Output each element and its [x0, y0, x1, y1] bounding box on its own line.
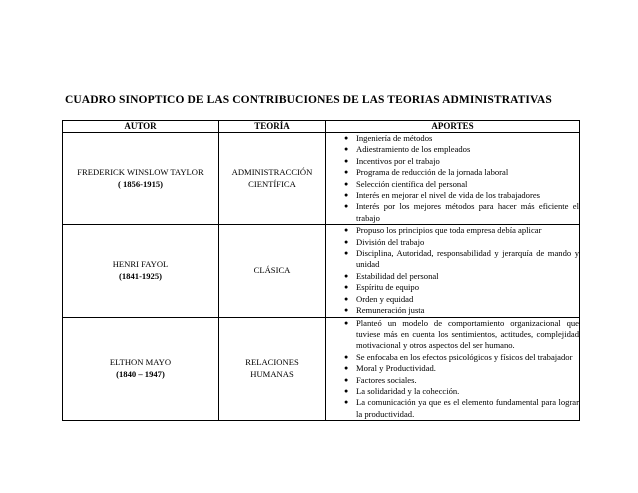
list-item — [326, 363, 579, 374]
list-item — [326, 397, 579, 420]
contribution-text: Espíritu de equipo — [356, 282, 420, 293]
author-cell — [63, 133, 219, 225]
theory-name: RELACIONES — [245, 357, 299, 368]
author-cell — [63, 225, 219, 317]
contribution-text: Factores sociales. — [356, 374, 417, 385]
bullet-icon: ● — [344, 364, 349, 373]
bullet-icon: ● — [344, 179, 349, 188]
list-item — [326, 237, 579, 248]
contribution-text: Adiestramiento de los empleados — [356, 144, 471, 155]
contribution-text: La comunicación ya que es el elemento fundamental para lograr la productividad. — [356, 397, 579, 419]
list-item — [326, 179, 579, 190]
contributions-list — [326, 318, 579, 421]
contribution-text: Planteó un modelo de comportamiento organizacional que tuviese más en cuenta los sentimientos, actitudes, complejidad motivacional y otros aspectos del ser humano. — [356, 317, 579, 351]
bullet-icon: ● — [344, 271, 349, 280]
bullet-icon: ● — [344, 237, 349, 246]
contribution-text: Orden y equidad — [356, 293, 414, 304]
bullet-icon: ● — [344, 249, 349, 258]
contributions-cell — [326, 133, 580, 225]
bullet-icon: ● — [344, 156, 349, 165]
contribution-text: La solidaridad y la cohección. — [356, 385, 460, 396]
contribution-text: Interés por los mejores métodos para hacer más eficiente el trabajo — [356, 201, 579, 223]
list-item — [326, 305, 579, 316]
bullet-icon: ● — [344, 386, 349, 395]
theory-name-line2: HUMANAS — [250, 368, 294, 379]
author-name: ELTHON MAYO — [109, 357, 172, 368]
contribution-text: Propuso los principios que toda empresa debía aplicar — [356, 225, 542, 236]
header-row — [63, 121, 580, 133]
list-item — [326, 190, 579, 201]
contribution-text: División del trabajo — [356, 236, 425, 247]
bullet-icon: ● — [344, 398, 349, 407]
header-author: AUTOR — [63, 121, 219, 133]
theory-name: CLÁSICA — [253, 265, 291, 276]
bullet-icon: ● — [344, 306, 349, 315]
contributions-list — [326, 133, 579, 224]
contribution-text: Incentivos por el trabajo — [356, 155, 440, 166]
list-item — [326, 318, 579, 352]
list-item — [326, 201, 579, 224]
list-item — [326, 225, 579, 236]
synoptic-table — [62, 120, 580, 421]
author-cell — [63, 317, 219, 421]
contribution-text: Se enfocaba en los efectos psicológicos y físicos del trabajador — [356, 351, 573, 362]
author-dates: (1841-1925) — [119, 270, 162, 281]
bullet-icon: ● — [344, 352, 349, 361]
list-item — [326, 271, 579, 282]
theory-cell — [219, 225, 326, 317]
list-item — [326, 282, 579, 293]
theory-cell — [219, 133, 326, 225]
bullet-icon: ● — [344, 202, 349, 211]
list-item — [326, 386, 579, 397]
bullet-icon: ● — [344, 145, 349, 154]
contributions-cell — [326, 317, 580, 421]
contributions-list — [326, 225, 579, 316]
author-name: HENRI FAYOL — [112, 259, 169, 270]
contribution-text: Remuneración justa — [356, 305, 425, 316]
contribution-text: Moral y Productividad. — [356, 363, 436, 374]
author-dates: ( 1856-1915) — [117, 178, 164, 189]
bullet-icon: ● — [344, 168, 349, 177]
author-dates: (1840 – 1947) — [116, 368, 165, 379]
list-item — [326, 133, 579, 144]
list-item — [326, 248, 579, 271]
bullet-icon: ● — [344, 375, 349, 384]
contribution-text: Estabilidad del personal — [356, 270, 439, 281]
list-item — [326, 352, 579, 363]
theory-name-line2: CIENTÍFICA — [248, 178, 296, 189]
header-theory: TEORÍA — [219, 121, 326, 133]
document-title: CUADRO SINOPTICO DE LAS CONTRIBUCIONES DE LAS TEORIAS ADMINISTRATIVAS — [65, 94, 552, 106]
contributions-cell — [326, 225, 580, 317]
contribution-text: Selección científica del personal — [356, 178, 468, 189]
bullet-icon: ● — [344, 283, 349, 292]
contribution-text: Disciplina, Autoridad, responsabilidad y jerarquía de mando y unidad — [356, 248, 579, 270]
bullet-icon: ● — [344, 226, 349, 235]
bullet-icon: ● — [344, 191, 349, 200]
theory-name: ADMINISTRACCIÓN — [231, 167, 313, 178]
contribution-text: Ingeniería de métodos — [356, 133, 433, 143]
table-row — [63, 225, 580, 317]
bullet-icon: ● — [344, 134, 349, 142]
bullet-icon: ● — [344, 294, 349, 303]
table-row — [63, 133, 580, 225]
table-row — [63, 317, 580, 421]
header-contributions: APORTES — [326, 121, 580, 133]
author-name: FREDERICK WINSLOW TAYLOR — [77, 167, 204, 178]
list-item — [326, 156, 579, 167]
list-item — [326, 375, 579, 386]
list-item — [326, 167, 579, 178]
contribution-text: Programa de reducción de la jornada laboral — [356, 167, 509, 178]
bullet-icon: ● — [344, 318, 349, 327]
list-item — [326, 294, 579, 305]
contribution-text: Interés en mejorar el nivel de vida de los trabajadores — [356, 190, 540, 201]
theory-cell — [219, 317, 326, 421]
list-item — [326, 144, 579, 155]
